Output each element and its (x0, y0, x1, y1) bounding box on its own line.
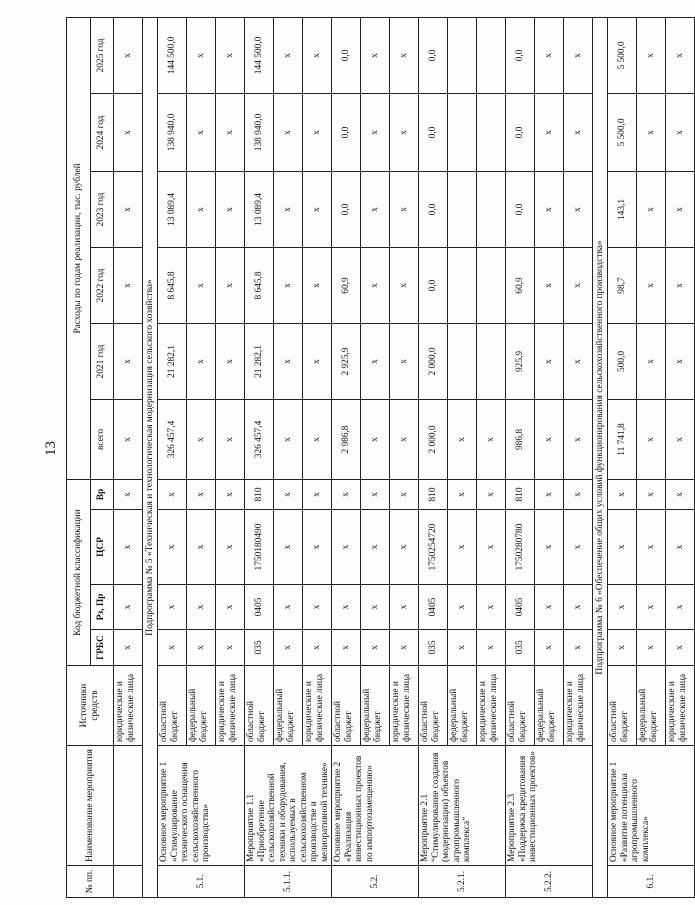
value-cell (477, 171, 506, 247)
value-cell: x (564, 479, 593, 509)
value-cell: x (477, 399, 506, 479)
value-cell: x (535, 399, 564, 479)
value-cell: x (535, 323, 564, 399)
value-cell: x (637, 323, 666, 399)
value-cell: x (187, 630, 216, 666)
value-cell: x (361, 399, 390, 479)
value-cell: x (114, 323, 143, 399)
value-cell: 60,9 (332, 247, 361, 323)
value-cell: 810 (419, 479, 448, 509)
value-cell: x (448, 585, 477, 630)
funding-source: федеральный бюджет (448, 666, 477, 746)
funding-source: юридические и физические лица (303, 666, 332, 746)
value-cell: x (216, 479, 245, 509)
value-cell: x (637, 93, 666, 171)
value-cell: 0405 (506, 585, 535, 630)
value-cell: 0405 (419, 585, 448, 630)
value-cell: 1750180490 (245, 510, 274, 585)
row-number (114, 866, 143, 898)
value-cell: x (216, 323, 245, 399)
table-body (114, 17, 695, 897)
header-name: Наименование мероприятия (67, 746, 114, 866)
value-cell: 144 500,0 (158, 17, 187, 93)
value-cell: x (390, 399, 419, 479)
value-cell: x (666, 323, 695, 399)
header-csr: ЦСР (90, 510, 114, 585)
value-cell: 0,0 (419, 93, 448, 171)
header-budget-code: Код бюджетной классификации (67, 479, 91, 665)
value-cell: x (390, 17, 419, 93)
value-cell: 986,8 (506, 399, 535, 479)
value-cell (477, 17, 506, 93)
value-cell: x (535, 171, 564, 247)
funding-source: юридические и физические лица (114, 666, 143, 746)
value-cell: x (361, 630, 390, 666)
table-row (608, 17, 637, 897)
funding-source: юридические и физические лица (477, 666, 506, 746)
value-cell: x (448, 399, 477, 479)
value-cell: x (564, 585, 593, 630)
value-cell: x (535, 93, 564, 171)
funding-source: федеральный бюджет (535, 666, 564, 746)
header-total: всего (90, 399, 114, 479)
budget-table (66, 17, 695, 898)
value-cell: x (564, 630, 593, 666)
measure-name: Мероприятие 2.3 «Поддержка кредитования инвестиционных проектов» (506, 746, 593, 866)
value-cell: x (637, 247, 666, 323)
value-cell: 925,9 (506, 323, 535, 399)
value-cell: x (666, 247, 695, 323)
value-cell: x (564, 510, 593, 585)
value-cell: x (637, 630, 666, 666)
value-cell: x (114, 247, 143, 323)
value-cell: 13 089,4 (158, 171, 187, 247)
table-row (114, 17, 143, 897)
value-cell: x (666, 17, 695, 93)
value-cell: x (187, 171, 216, 247)
value-cell: x (535, 247, 564, 323)
value-cell: x (666, 585, 695, 630)
value-cell: x (187, 510, 216, 585)
funding-source: юридические и физические лица (390, 666, 419, 746)
value-cell: 2 000,0 (419, 323, 448, 399)
value-cell: x (216, 399, 245, 479)
value-cell: x (361, 17, 390, 93)
value-cell: x (361, 510, 390, 585)
value-cell: x (535, 585, 564, 630)
value-cell: x (564, 247, 593, 323)
value-cell: x (158, 585, 187, 630)
value-cell: x (448, 479, 477, 509)
value-cell: x (216, 510, 245, 585)
value-cell: 2 925,9 (332, 323, 361, 399)
row-number: 5.2. (332, 866, 419, 898)
funding-source: областной бюджет (332, 666, 361, 746)
value-cell: x (564, 399, 593, 479)
value-cell: x (361, 247, 390, 323)
measure-name (114, 746, 143, 866)
value-cell: x (187, 479, 216, 509)
value-cell: x (303, 479, 332, 509)
value-cell: 035 (419, 630, 448, 666)
value-cell: 326 457,4 (158, 399, 187, 479)
value-cell: x (303, 17, 332, 93)
value-cell: x (390, 479, 419, 509)
value-cell: x (666, 630, 695, 666)
measure-name: Мероприятие 1.1 «Приобретение сельскохозяйственной техники и оборудования, используемых в сельскохозяйственном производстве и мелиоративной технике» (245, 746, 332, 866)
value-cell: x (535, 630, 564, 666)
table-row (506, 17, 535, 897)
value-cell: x (216, 630, 245, 666)
value-cell: x (390, 171, 419, 247)
header-row-1 (67, 17, 91, 897)
value-cell: x (274, 399, 303, 479)
value-cell: x (216, 17, 245, 93)
value-cell: 500,0 (608, 323, 637, 399)
table-row (245, 17, 274, 897)
value-cell: x (303, 247, 332, 323)
row-number: 5.2.2. (506, 866, 593, 898)
value-cell: 810 (506, 479, 535, 509)
value-cell: x (448, 630, 477, 666)
value-cell: x (332, 585, 361, 630)
measure-name: Основное мероприятие 2 «Реализация инвестиционных проектов по импортозамещению» (332, 746, 419, 866)
value-cell: 0,0 (506, 171, 535, 247)
value-cell: 143,1 (608, 171, 637, 247)
value-cell: x (303, 93, 332, 171)
value-cell: x (361, 585, 390, 630)
funding-source: областной бюджет (608, 666, 637, 746)
value-cell: x (303, 630, 332, 666)
value-cell: 21 282,1 (245, 323, 274, 399)
funding-source: юридические и физические лица (564, 666, 593, 746)
value-cell: 035 (506, 630, 535, 666)
row-number: 6.1. (608, 866, 695, 898)
table-row (419, 17, 448, 897)
value-cell: 0,0 (506, 93, 535, 171)
value-cell: x (666, 171, 695, 247)
subprogram-row (143, 17, 158, 897)
header-2023: 2023 год (90, 171, 114, 247)
value-cell: x (477, 585, 506, 630)
value-cell (448, 247, 477, 323)
value-cell: 1750280780 (506, 510, 535, 585)
value-cell: x (274, 630, 303, 666)
value-cell: x (274, 17, 303, 93)
value-cell: 0,0 (332, 17, 361, 93)
value-cell: 144 500,0 (245, 17, 274, 93)
value-cell (448, 323, 477, 399)
value-cell: x (637, 510, 666, 585)
value-cell: x (114, 17, 143, 93)
measure-name: Мероприятие 2.1 “Стимулирование создания (модернизации) объектов агропромышленного комплекса” (419, 746, 506, 866)
funding-source: юридические и физические лица (666, 666, 695, 746)
value-cell: x (637, 171, 666, 247)
value-cell: x (361, 171, 390, 247)
value-cell: 11 741,8 (608, 399, 637, 479)
value-cell (477, 93, 506, 171)
value-cell: x (274, 93, 303, 171)
funding-source: областной бюджет (419, 666, 448, 746)
value-cell: x (303, 171, 332, 247)
value-cell: x (158, 630, 187, 666)
table-row (158, 17, 187, 897)
subprogram-title: Подпрограмма № 5 «Техническая и технологическая модернизация сельского хозяйства» (143, 17, 158, 897)
value-cell: x (114, 510, 143, 585)
value-cell: 138 940,0 (245, 93, 274, 171)
value-cell: x (332, 510, 361, 585)
header-expenses: Расходы по годам реализации, тыс. рублей (67, 17, 91, 479)
rotated-table-wrapper (66, 18, 688, 898)
value-cell: x (187, 247, 216, 323)
value-cell: 8 645,8 (158, 247, 187, 323)
funding-source: областной бюджет (506, 666, 535, 746)
value-cell: x (564, 93, 593, 171)
value-cell: x (448, 510, 477, 585)
value-cell: 0,0 (506, 17, 535, 93)
value-cell: x (187, 93, 216, 171)
value-cell: x (114, 585, 143, 630)
value-cell: x (303, 399, 332, 479)
value-cell: x (637, 585, 666, 630)
value-cell: 0,0 (419, 171, 448, 247)
value-cell: x (361, 479, 390, 509)
value-cell: x (187, 323, 216, 399)
value-cell: x (187, 17, 216, 93)
value-cell: x (274, 247, 303, 323)
value-cell: 138 940,0 (158, 93, 187, 171)
value-cell: x (390, 323, 419, 399)
value-cell: x (216, 171, 245, 247)
funding-source: федеральный бюджет (637, 666, 666, 746)
value-cell: x (390, 630, 419, 666)
value-cell: x (666, 93, 695, 171)
measure-name: Основное мероприятие 1 «Развитие потенциала агропромышленного комплекса» (608, 746, 695, 866)
value-cell: x (274, 585, 303, 630)
header-grbs: ГРБС (90, 630, 114, 666)
value-cell: 0,0 (332, 171, 361, 247)
subprogram-title: Подпрограмма № 6 «Обеспечение общих условий функционирования сельскохозяйственного производства» (593, 17, 608, 897)
value-cell: x (303, 323, 332, 399)
value-cell: x (390, 510, 419, 585)
row-number: 5.1.1. (245, 866, 332, 898)
funding-source: областной бюджет (245, 666, 274, 746)
value-cell: x (535, 17, 564, 93)
value-cell: x (332, 630, 361, 666)
value-cell: x (535, 510, 564, 585)
value-cell: x (477, 510, 506, 585)
value-cell (448, 171, 477, 247)
page-number: 13 (43, 441, 59, 456)
value-cell: x (477, 479, 506, 509)
value-cell: x (361, 93, 390, 171)
value-cell: x (666, 399, 695, 479)
funding-source: областной бюджет (158, 666, 187, 746)
value-cell: 2 000,0 (419, 399, 448, 479)
value-cell: 5 500,0 (608, 17, 637, 93)
value-cell: 0,0 (332, 93, 361, 171)
value-cell: x (608, 630, 637, 666)
value-cell: x (303, 585, 332, 630)
header-rzpr: Рз, Пр (90, 585, 114, 630)
value-cell: 035 (245, 630, 274, 666)
value-cell: x (666, 479, 695, 509)
header-2025: 2025 год (90, 17, 114, 93)
value-cell: x (303, 510, 332, 585)
value-cell: 13 089,4 (245, 171, 274, 247)
value-cell: x (114, 171, 143, 247)
header-2022: 2022 год (90, 247, 114, 323)
row-number: 5.1. (158, 866, 245, 898)
value-cell: x (332, 479, 361, 509)
value-cell: x (216, 247, 245, 323)
header-vr: Вр (90, 479, 114, 509)
value-cell: x (637, 479, 666, 509)
value-cell: x (637, 17, 666, 93)
value-cell: x (114, 399, 143, 479)
value-cell: 810 (245, 479, 274, 509)
value-cell: 8 645,8 (245, 247, 274, 323)
value-cell: x (114, 630, 143, 666)
value-cell (448, 93, 477, 171)
value-cell: x (114, 93, 143, 171)
value-cell: x (564, 323, 593, 399)
value-cell: x (274, 479, 303, 509)
value-cell: x (114, 479, 143, 509)
value-cell: 0405 (245, 585, 274, 630)
value-cell: x (390, 585, 419, 630)
value-cell: x (274, 510, 303, 585)
row-number: 5.2.1. (419, 866, 506, 898)
value-cell: x (564, 17, 593, 93)
table-row (332, 17, 361, 897)
subprogram-row (593, 17, 608, 897)
header-2021: 2021 год (90, 323, 114, 399)
value-cell: x (274, 171, 303, 247)
value-cell: x (390, 247, 419, 323)
value-cell: x (216, 585, 245, 630)
value-cell: 0,0 (419, 247, 448, 323)
value-cell: 98,7 (608, 247, 637, 323)
value-cell: 1750254720 (419, 510, 448, 585)
value-cell: 60,9 (506, 247, 535, 323)
funding-source: федеральный бюджет (274, 666, 303, 746)
header-no: № пп. (67, 866, 114, 898)
value-cell: x (187, 399, 216, 479)
value-cell: x (274, 323, 303, 399)
value-cell: x (390, 93, 419, 171)
value-cell (477, 323, 506, 399)
value-cell: x (564, 171, 593, 247)
value-cell: x (666, 510, 695, 585)
funding-source: федеральный бюджет (361, 666, 390, 746)
value-cell: 326 457,4 (245, 399, 274, 479)
value-cell: x (608, 585, 637, 630)
value-cell: x (187, 585, 216, 630)
value-cell: x (158, 479, 187, 509)
measure-name: Основное мероприятие 1 «Стимулирование технического оснащения сельскохозяйственного производства» (158, 746, 245, 866)
value-cell: 5 500,0 (608, 93, 637, 171)
value-cell: x (216, 93, 245, 171)
header-source: Источники средств (67, 666, 114, 746)
value-cell: x (535, 479, 564, 509)
funding-source: федеральный бюджет (187, 666, 216, 746)
header-2024: 2024 год (90, 93, 114, 171)
value-cell (448, 17, 477, 93)
value-cell: 0,0 (419, 17, 448, 93)
value-cell (477, 247, 506, 323)
value-cell: x (608, 479, 637, 509)
funding-source: юридические и физические лица (216, 666, 245, 746)
value-cell: 2 986,8 (332, 399, 361, 479)
value-cell: x (361, 323, 390, 399)
value-cell: x (637, 399, 666, 479)
value-cell: x (477, 630, 506, 666)
value-cell: 21 282,1 (158, 323, 187, 399)
value-cell: x (608, 510, 637, 585)
value-cell: x (158, 510, 187, 585)
